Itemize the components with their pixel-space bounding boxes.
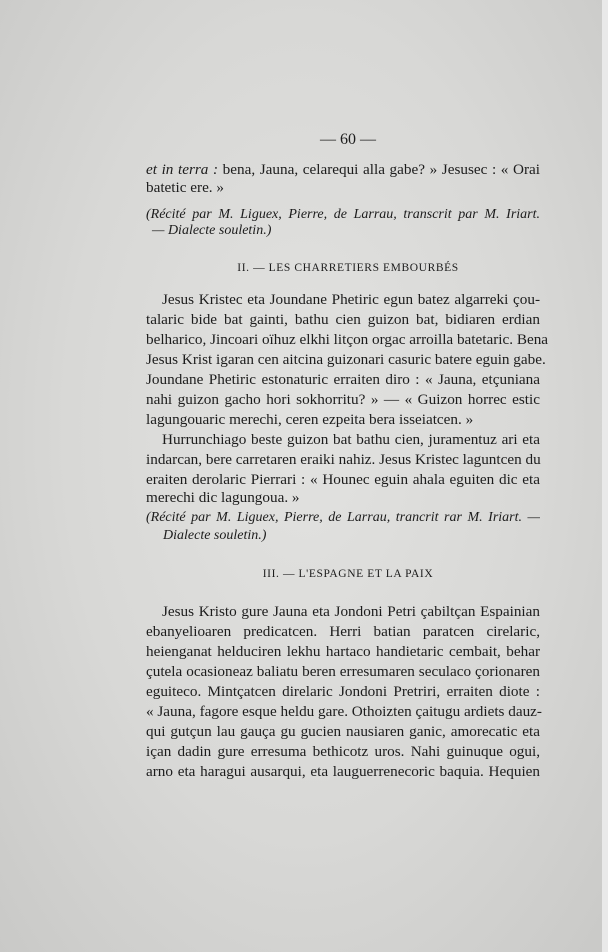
body-line: merechi dic lagungoua. » [146,489,300,506]
body-line: içan dadin gure erresuma bethicotz uros. Nahi guinuque ogui, [146,743,540,760]
body-line: Joundane Phetiric estonaturic erraiten diro : « Jauna, etçuniana [146,371,540,388]
body-line: heienganat helduciren lekhu hartaco handietaric cembait, behar [146,643,540,660]
body-line: « Jauna, fagore esque heldu gare. Othoizten çaitugu ardiets dauz- [146,703,542,720]
section-heading: II. — LES CHARRETIERS EMBOURBÉS [237,262,459,274]
body-line: indarcan, bere carretaren eraiki nahiz. Jesus Kristec laguntcen du [146,451,541,468]
body-line: eguiteco. Mintçatcen direlaric Jondoni Pretriri, erraiten diote : [146,683,540,700]
citation-line: — Dialecte souletin.) [152,223,272,238]
body-line: lagungouaric merechi, ceren ezpeita bera isseiatcen. » [146,411,474,428]
body-line: Hurrunchiago beste guizon bat bathu cien, juramentuz ari eta [162,431,540,448]
body-line [146,161,540,179]
body-line: qui gutçun lau gauça gu gucien nausiaren ganic, amorecatic eta [146,723,540,740]
body-line: çutela ocasioneaz baliatu beren erresumaren seculaco çorionaren [146,663,540,680]
body-line-text: bena, Jauna, celarequi alla gabe? » Jesusec : « Orai [218,161,540,178]
body-line: nahi guizon gacho hori sokhorritu? » — « Guizon horrec estic [146,391,540,408]
body-line: Jesus Kristec eta Joundane Phetiric egun batez algarreki çou- [162,291,540,308]
citation-line: Dialecte souletin.) [163,528,267,543]
page-edge [602,0,608,952]
body-line: batetic ere. » [146,179,224,196]
body-line: Jesus Krist igaran cen aitcina guizonari casuric batere eguin gabe. [146,351,546,368]
body-line: belharico, Jincoari oïhuz elkhi litçon orgac arroilla batetaric. Bena [146,331,549,348]
latin-phrase: et in terra : [146,161,219,178]
citation-line: (Récité par M. Liguex, Pierre, de Larrau, transcrit par M. Iriart. [146,207,540,222]
section-heading: III. — L'ESPAGNE ET LA PAIX [262,568,434,580]
body-line: talaric bide bat gainti, bathu cien guizon bat, bidiaren erdian [146,311,540,328]
citation-line: (Récité par M. Liguex, Pierre, de Larrau, trancrit rar M. Iriart. — [146,510,540,525]
body-line: eraiten derolaric Pierrari : « Hounec eguin ahala eguiten dic eta [146,471,540,488]
body-line: Jesus Kristo gure Jauna eta Jondoni Petri çabiltçan Espainian [162,603,540,620]
page-number: — 60 — [320,131,376,148]
body-line: arno eta haragui ausarqui, eta lauguerrenecoric baquia. Hequien [146,763,540,780]
body-line: ebanyelioaren predicatcen. Herri batian paratcen cirelaric, [146,623,540,640]
